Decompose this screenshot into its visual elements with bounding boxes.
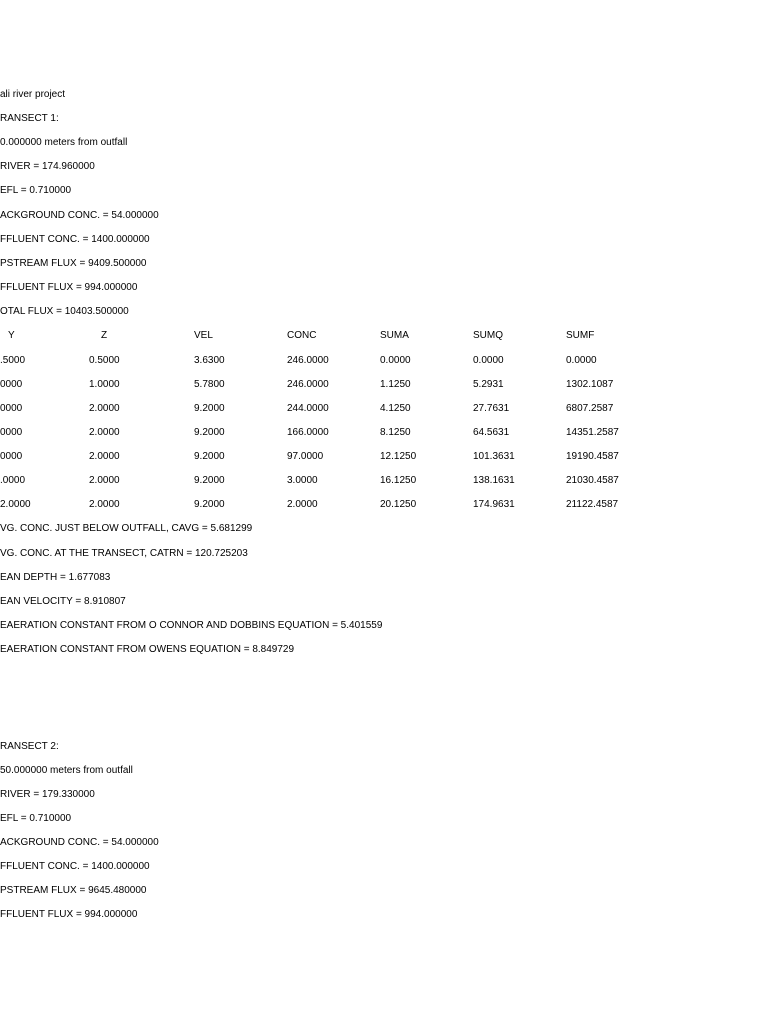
table-cell: 19190.4587 (566, 451, 619, 462)
table-cell: 2.0000 (0, 499, 31, 510)
table-cell: 0000 (0, 451, 23, 462)
table-cell: 14351.2587 (566, 427, 619, 438)
transect-1-header: RANSECT 1: (0, 113, 59, 124)
table-cell: 2.0000 (89, 403, 120, 414)
transect-2-qefl: EFL = 0.710000 (0, 813, 72, 824)
table-cell: 138.1631 (473, 475, 515, 486)
transect-2-qriver: RIVER = 179.330000 (0, 789, 95, 800)
transect-2-upstream-flux: PSTREAM FLUX = 9645.480000 (0, 885, 147, 896)
table-cell: 0.5000 (89, 355, 120, 366)
table-cell: 4.1250 (380, 403, 411, 414)
table-cell: 6807.2587 (566, 403, 614, 414)
table-cell: 0.0000 (566, 355, 597, 366)
column-header-y: Y (8, 330, 15, 341)
table-cell: 2.0000 (89, 427, 120, 438)
transect-2-effluent-flux: FFLUENT FLUX = 994.000000 (0, 909, 138, 920)
table-cell: 0000 (0, 403, 23, 414)
column-header-sumq: SUMQ (473, 330, 503, 341)
table-cell: 27.7631 (473, 403, 510, 414)
table-cell: .5000 (0, 355, 26, 366)
column-header-vel: VEL (194, 330, 213, 341)
table-cell: .0000 (0, 475, 26, 486)
table-cell: 1.1250 (380, 379, 411, 390)
table-cell: 3.6300 (194, 355, 225, 366)
table-cell: 97.0000 (287, 451, 324, 462)
transect-1-qriver: RIVER = 174.960000 (0, 161, 95, 172)
table-cell: 9.2000 (194, 475, 225, 486)
table-cell: 20.1250 (380, 499, 417, 510)
table-cell: 9.2000 (194, 499, 225, 510)
transect-2-header: RANSECT 2: (0, 741, 59, 752)
table-cell: 1.0000 (89, 379, 120, 390)
table-cell: 246.0000 (287, 355, 329, 366)
table-cell: 9.2000 (194, 427, 225, 438)
table-cell: 0.0000 (473, 355, 504, 366)
table-cell: 1302.1087 (566, 379, 614, 390)
table-cell: 16.1250 (380, 475, 417, 486)
transect-1-background-conc: ACKGROUND CONC. = 54.000000 (0, 210, 159, 221)
transect-2-distance: 50.000000 meters from outfall (0, 765, 133, 776)
transect-1-catrn: VG. CONC. AT THE TRANSECT, CATRN = 120.725203 (0, 548, 248, 559)
table-cell: 2.0000 (89, 499, 120, 510)
table-cell: 166.0000 (287, 427, 329, 438)
column-header-sumf: SUMF (566, 330, 595, 341)
transect-1-cavg: VG. CONC. JUST BELOW OUTFALL, CAVG = 5.681299 (0, 523, 253, 534)
transect-1-upstream-flux: PSTREAM FLUX = 9409.500000 (0, 258, 147, 269)
table-cell: 174.9631 (473, 499, 515, 510)
table-cell: 5.2931 (473, 379, 504, 390)
table-cell: 246.0000 (287, 379, 329, 390)
table-cell: 9.2000 (194, 451, 225, 462)
transect-1-mean-velocity: EAN VELOCITY = 8.910807 (0, 596, 126, 607)
table-cell: 101.3631 (473, 451, 515, 462)
table-cell: 244.0000 (287, 403, 329, 414)
table-cell: 5.7800 (194, 379, 225, 390)
transect-1-total-flux: OTAL FLUX = 10403.500000 (0, 306, 129, 317)
table-cell: 2.0000 (89, 451, 120, 462)
table-cell: 3.0000 (287, 475, 318, 486)
project-title: ali river project (0, 89, 66, 100)
transect-2-background-conc: ACKGROUND CONC. = 54.000000 (0, 837, 159, 848)
transect-1-reaeration-oconnor: EAERATION CONSTANT FROM O CONNOR AND DOBBINS EQUATION = 5.401559 (0, 620, 383, 631)
table-cell: 0.0000 (380, 355, 411, 366)
table-cell: 9.2000 (194, 403, 225, 414)
transect-1-qefl: EFL = 0.710000 (0, 185, 72, 196)
table-cell: 0000 (0, 427, 23, 438)
transect-1-effluent-conc: FFLUENT CONC. = 1400.000000 (0, 234, 150, 245)
table-cell: 0000 (0, 379, 23, 390)
transect-1-effluent-flux: FFLUENT FLUX = 994.000000 (0, 282, 138, 293)
table-cell: 2.0000 (287, 499, 318, 510)
table-cell: 21122.4587 (566, 499, 619, 510)
transect-1-mean-depth: EAN DEPTH = 1.677083 (0, 572, 111, 583)
table-cell: 8.1250 (380, 427, 411, 438)
transect-1-distance: 0.000000 meters from outfall (0, 137, 128, 148)
table-cell: 21030.4587 (566, 475, 619, 486)
transect-2-effluent-conc: FFLUENT CONC. = 1400.000000 (0, 861, 150, 872)
column-header-conc: CONC (287, 330, 317, 341)
table-cell: 64.5631 (473, 427, 510, 438)
column-header-suma: SUMA (380, 330, 409, 341)
table-cell: 2.0000 (89, 475, 120, 486)
column-header-z: Z (101, 330, 108, 341)
transect-1-reaeration-owens: EAERATION CONSTANT FROM OWENS EQUATION = 8.849729 (0, 644, 295, 655)
table-cell: 12.1250 (380, 451, 417, 462)
